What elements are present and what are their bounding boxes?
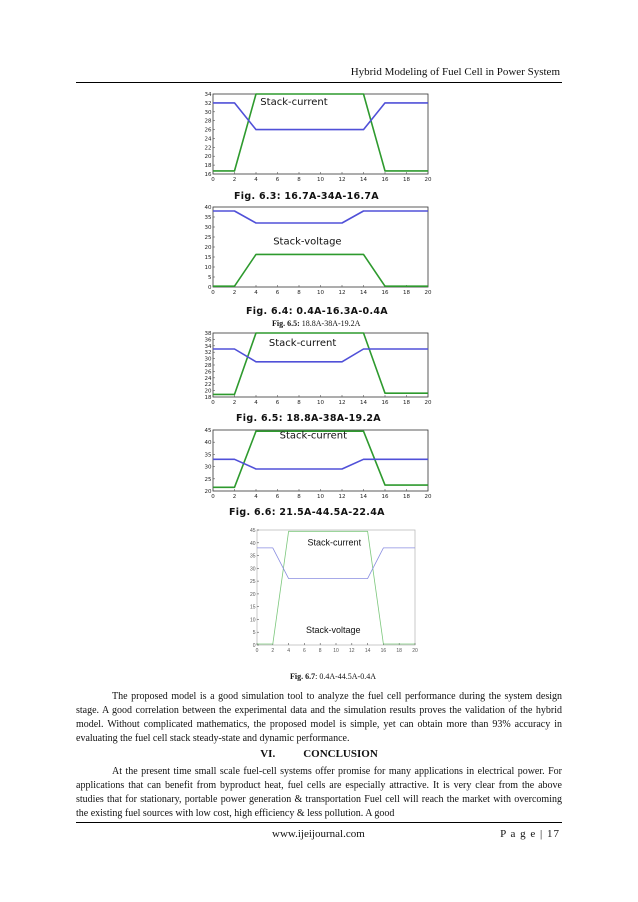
- footer-rule: [76, 822, 562, 823]
- figure-6-6-caption: Fig. 6.6: 21.5A-44.5A-22.4A: [229, 507, 385, 518]
- x-tick-label: 14: [360, 400, 367, 406]
- x-tick-label: 4: [254, 494, 258, 500]
- y-tick-label: 30: [249, 566, 256, 573]
- y-tick-label: 45: [204, 428, 212, 434]
- series-line-1: [213, 254, 428, 286]
- figure-6-5-small-caption: Fig. 6.5: 18.8A-38A-19.2A: [272, 319, 361, 328]
- x-tick-label: 12: [338, 494, 346, 500]
- x-tick-label: 10: [317, 400, 324, 406]
- y-tick-label: 25: [204, 476, 212, 483]
- x-tick-label: 12: [338, 177, 346, 183]
- x-tick-label: 4: [254, 290, 258, 296]
- x-tick-label: 2: [271, 648, 275, 654]
- y-tick-label: 20: [204, 154, 212, 161]
- figure-6-3-chart: [205, 92, 431, 184]
- x-tick-label: 2: [232, 290, 237, 296]
- x-tick-label: 6: [303, 648, 306, 654]
- y-tick-label: 22: [204, 382, 212, 389]
- x-tick-label: 14: [360, 494, 367, 500]
- y-tick-label: 36: [204, 337, 212, 344]
- x-tick-label: 16: [381, 494, 389, 500]
- y-tick-label: 30: [204, 464, 212, 471]
- y-tick-label: 15: [204, 255, 212, 261]
- chart-annotation: Stack-voltage: [305, 624, 361, 635]
- x-tick-label: 10: [317, 177, 324, 183]
- x-tick-label: 18: [403, 494, 410, 500]
- x-tick-label: 2: [232, 400, 237, 406]
- x-tick-label: 16: [381, 400, 389, 406]
- figure-6-7-chart: [243, 528, 419, 656]
- y-tick-label: 18: [204, 163, 212, 170]
- y-tick-label: 35: [249, 553, 256, 560]
- y-tick-label: 24: [204, 375, 212, 382]
- x-tick-label: 6: [275, 290, 280, 296]
- chart-annotation: Stack-current: [307, 537, 362, 548]
- x-tick-label: 0: [211, 290, 215, 296]
- x-tick-label: 8: [297, 494, 301, 500]
- y-tick-label: 20: [204, 245, 212, 251]
- x-tick-label: 0: [211, 177, 215, 183]
- x-tick-label: 20: [412, 648, 418, 654]
- y-tick-label: 30: [204, 225, 212, 231]
- y-tick-label: 22: [204, 145, 212, 152]
- x-tick-label: 18: [396, 648, 402, 654]
- y-tick-label: 25: [249, 579, 256, 586]
- y-tick-label: 32: [204, 100, 212, 107]
- y-tick-label: 38: [204, 331, 212, 337]
- x-tick-label: 10: [333, 648, 339, 654]
- x-tick-label: 20: [424, 290, 432, 296]
- x-tick-label: 16: [381, 177, 389, 183]
- x-tick-label: 12: [349, 648, 355, 654]
- y-tick-label: 30: [204, 356, 212, 363]
- series-line-2: [213, 349, 428, 362]
- y-tick-label: 20: [204, 489, 212, 495]
- y-tick-label: 40: [204, 205, 212, 211]
- y-tick-label: 10: [249, 617, 256, 624]
- y-tick-label: 20: [249, 591, 256, 598]
- x-tick-label: 10: [317, 494, 324, 500]
- y-tick-label: 5: [208, 275, 212, 281]
- section-number: VI.: [260, 748, 276, 760]
- x-tick-label: 0: [255, 648, 259, 654]
- y-tick-label: 0: [208, 285, 212, 291]
- y-tick-label: 35: [204, 215, 212, 221]
- paragraph-results: The proposed model is a good simulation tool to analyze the fuel cell performance during the system design stage. A good correlation between the experimental data and the simulation results proves the validation of the hybrid model. Without complicated mathematics, the proposed model is simple, yet can obtain more than 93% accuracy in evaluating the fuel cell stack steady-state and dynamic performance.: [76, 691, 562, 744]
- section-title: CONCLUSION: [303, 748, 378, 760]
- y-tick-label: 40: [204, 440, 212, 447]
- x-tick-label: 6: [275, 494, 280, 500]
- y-tick-label: 24: [204, 136, 212, 143]
- x-tick-label: 14: [360, 290, 367, 296]
- x-tick-label: 14: [360, 177, 367, 183]
- x-tick-label: 10: [317, 290, 324, 296]
- y-tick-label: 18: [204, 395, 212, 401]
- footer-page-number: P a g e | 17: [500, 828, 560, 840]
- y-tick-label: 34: [204, 92, 212, 98]
- x-tick-label: 0: [211, 494, 215, 500]
- figure-6-3-caption: Fig. 6.3: 16.7A-34A-16.7A: [234, 191, 379, 202]
- x-tick-label: 18: [403, 177, 410, 183]
- chart-annotation: Stack-current: [260, 97, 328, 109]
- figure-6-6-chart: [205, 428, 431, 500]
- x-tick-label: 20: [424, 400, 432, 406]
- y-tick-label: 34: [204, 343, 212, 350]
- footer-url: www.ijeijournal.com: [272, 828, 365, 840]
- series-line-2: [213, 211, 428, 223]
- y-tick-label: 32: [204, 350, 212, 357]
- y-tick-label: 5: [252, 630, 256, 637]
- x-tick-label: 16: [381, 290, 389, 296]
- x-tick-label: 14: [364, 648, 371, 654]
- x-tick-label: 4: [287, 648, 290, 654]
- figure-6-5-caption: Fig. 6.5: 18.8A-38A-19.2A: [236, 413, 381, 424]
- x-tick-label: 18: [403, 290, 410, 296]
- x-tick-label: 4: [254, 177, 258, 183]
- x-tick-label: 20: [424, 177, 432, 183]
- y-tick-label: 45: [249, 528, 256, 534]
- y-tick-label: 30: [204, 109, 212, 116]
- y-tick-label: 10: [204, 265, 212, 271]
- x-tick-label: 6: [275, 400, 280, 406]
- x-tick-label: 12: [338, 400, 346, 406]
- x-tick-label: 6: [275, 177, 280, 183]
- running-header: Hybrid Modeling of Fuel Cell in Power System: [350, 66, 560, 78]
- x-tick-label: 18: [403, 400, 410, 406]
- y-tick-label: 28: [204, 118, 212, 125]
- y-tick-label: 20: [204, 388, 212, 395]
- x-tick-label: 12: [338, 290, 346, 296]
- chart-annotation: Stack-current: [268, 337, 337, 349]
- y-tick-label: 28: [204, 363, 212, 369]
- chart-annotation: Stack-voltage: [273, 236, 342, 248]
- figure-6-7-caption: Fig. 6.7: 0.4A-44.5A-0.4A: [290, 672, 376, 681]
- y-tick-label: 25: [204, 235, 212, 241]
- x-tick-label: 8: [297, 400, 301, 406]
- figure-6-4-chart: [205, 205, 431, 297]
- x-tick-label: 20: [424, 494, 432, 500]
- header-rule: [76, 82, 562, 83]
- x-tick-label: 8: [318, 648, 322, 654]
- x-tick-label: 8: [297, 290, 301, 296]
- y-tick-label: 15: [249, 604, 256, 611]
- paragraph-conclusion: At the present time small scale fuel-cell systems offer promise for many applications in electrical power. For applications that can benefit from byproduct heat, fuel cells are especially attractive. It is very clear from the above studies that for stationary, portable power generation & transportation Fuel cell will reach the market with overcoming the existing fuel sources with low cost, high efficiency & less pollution. A good: [76, 766, 562, 819]
- y-tick-label: 26: [204, 127, 212, 134]
- x-tick-label: 0: [211, 400, 215, 406]
- x-tick-label: 4: [254, 400, 258, 406]
- x-tick-label: 2: [232, 494, 237, 500]
- y-tick-label: 16: [204, 172, 212, 178]
- figure-6-4-caption: Fig. 6.4: 0.4A-16.3A-0.4A: [246, 306, 388, 317]
- x-tick-label: 2: [232, 177, 237, 183]
- x-tick-label: 8: [297, 177, 301, 183]
- y-tick-label: 0: [252, 643, 256, 649]
- figure-6-5-chart: [205, 331, 431, 407]
- section-heading: [76, 748, 562, 760]
- y-tick-label: 26: [204, 369, 212, 376]
- series-line-2: [257, 548, 415, 579]
- y-tick-label: 35: [204, 452, 212, 459]
- x-tick-label: 16: [380, 648, 387, 654]
- chart-annotation: Stack-current: [279, 430, 348, 442]
- y-tick-label: 40: [249, 540, 256, 547]
